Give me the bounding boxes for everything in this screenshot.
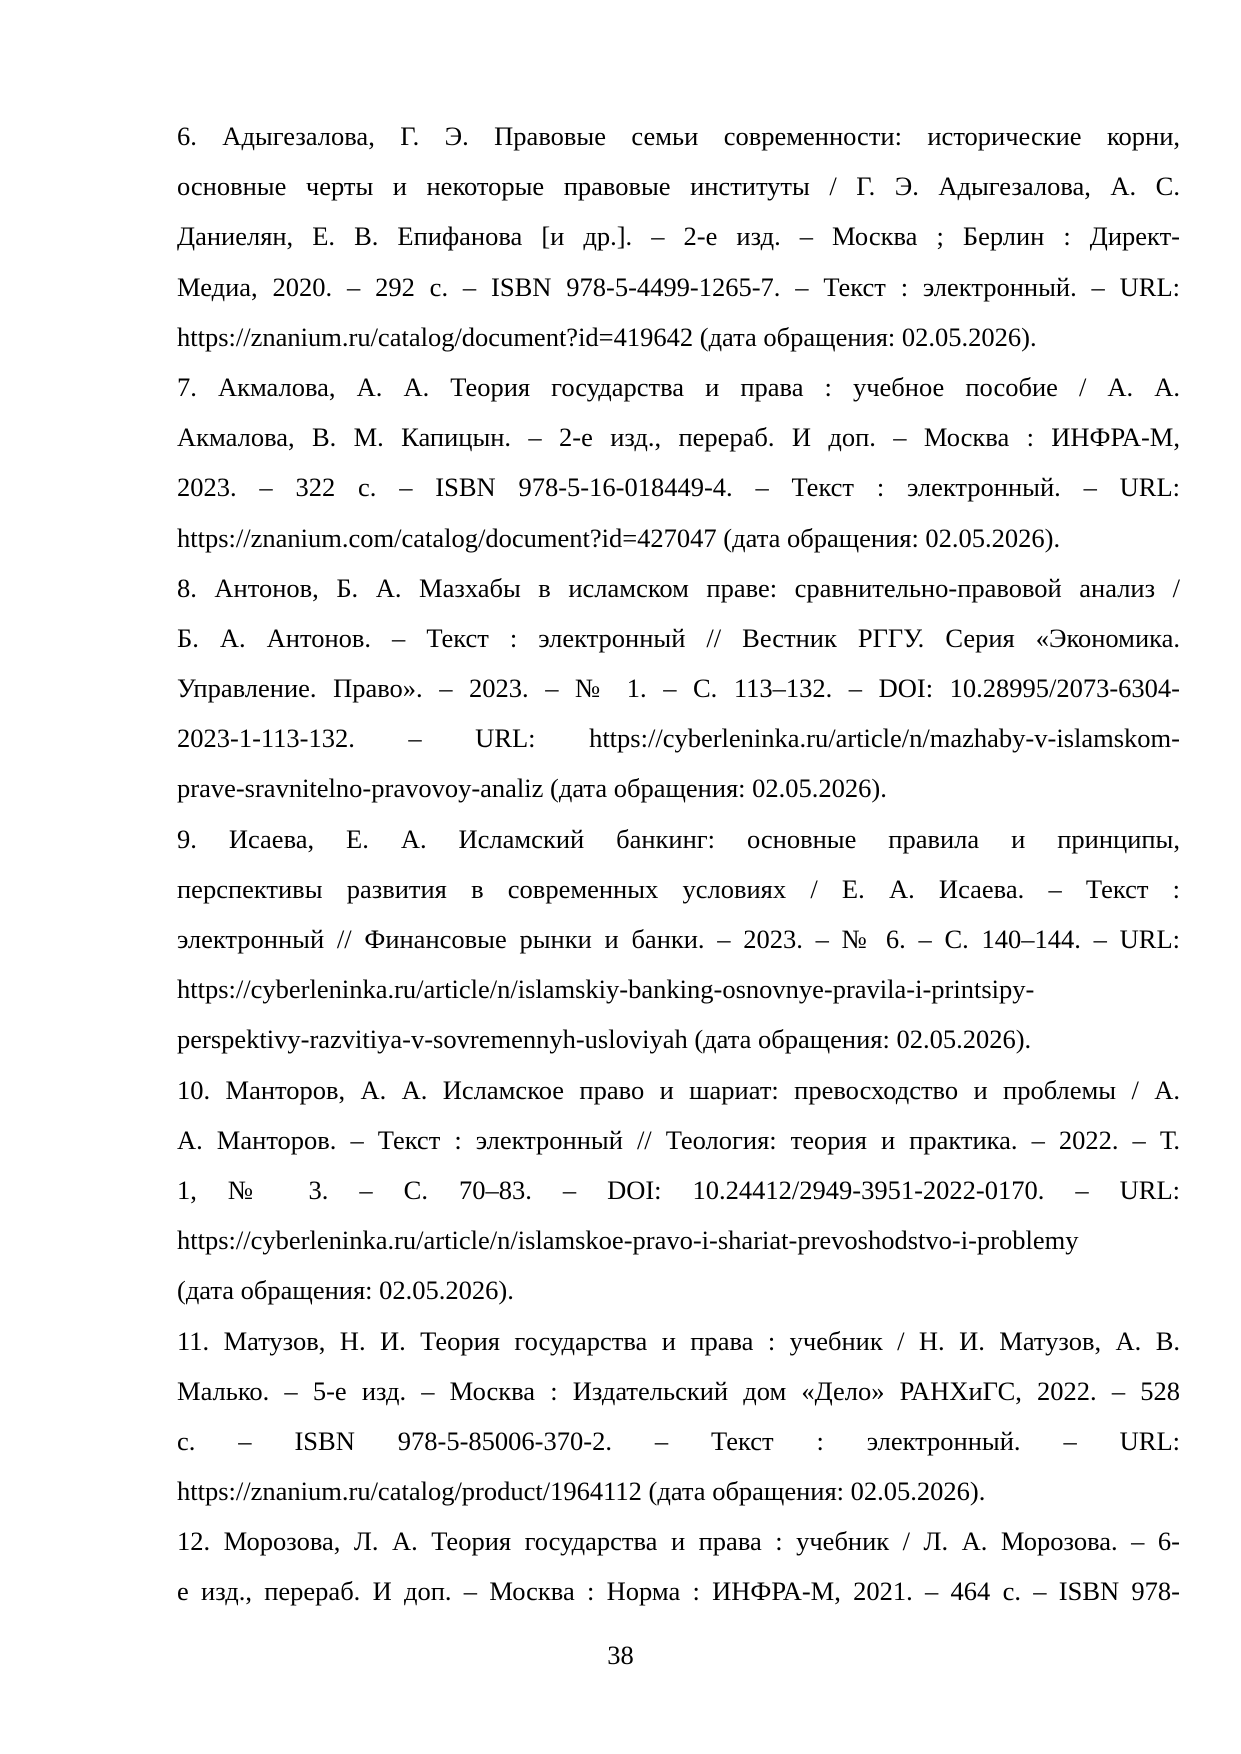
reference-entry bbox=[177, 1516, 1180, 1616]
reference-line: основные черты и некоторые правовые институты / Г. Э. Адыгезалова, А. С. bbox=[177, 171, 1180, 202]
reference-entry bbox=[177, 362, 1180, 563]
reference-line: с. – ISBN 978-5-85006-370-2. – Текст : электронный. – URL: bbox=[177, 1425, 1180, 1456]
reference-line: https://znanium.com/catalog/document?id=427047 (дата обращения: 02.05.2026). bbox=[177, 522, 1061, 553]
reference-line: Б. А. Антонов. – Текст : электронный // Вестник РГГУ. Серия «Экономика. bbox=[177, 622, 1180, 653]
reference-line: 2023-1-113-132. – URL: https://cyberleninka.ru/article/n/mazhaby-v-islamskom- bbox=[177, 723, 1180, 754]
reference-entry bbox=[177, 1065, 1180, 1316]
reference-line: А. Манторов. – Текст : электронный // Теология: теория и практика. – 2022. – Т. bbox=[177, 1124, 1180, 1155]
reference-line: prave-sravnitelno-pravovoy-analiz (дата обращения: 02.05.2026). bbox=[177, 773, 887, 804]
reference-line: 8. Антонов, Б. А. Мазхабы в исламском праве: сравнительно-правовой анализ / bbox=[177, 572, 1180, 603]
reference-line: perspektivy-razvitiya-v-sovremennyh-usloviyah (дата обращения: 02.05.2026). bbox=[177, 1024, 1032, 1055]
reference-line: Даниелян, Е. В. Епифанова [и др.]. – 2-е изд. – Москва ; Берлин : Директ- bbox=[177, 221, 1180, 252]
reference-line: https://cyberleninka.ru/article/n/islamskoe-pravo-i-shariat-prevoshodstvo-i-problemy bbox=[177, 1225, 1079, 1256]
reference-entry bbox=[177, 1316, 1180, 1517]
reference-line: 2023. – 322 с. – ISBN 978-5-16-018449-4. – Текст : электронный. – URL: bbox=[177, 472, 1180, 503]
reference-line: https://znanium.ru/catalog/product/1964112 (дата обращения: 02.05.2026). bbox=[177, 1476, 986, 1507]
reference-entry bbox=[177, 111, 1180, 362]
reference-line: Управление. Право». – 2023. – № 1. – С. 113–132. – DOI: 10.28995/2073-6304- bbox=[177, 673, 1180, 704]
page-number: 38 bbox=[607, 1640, 634, 1670]
reference-line: Медиа, 2020. – 292 с. – ISBN 978-5-4499-1265-7. – Текст : электронный. – URL: bbox=[177, 271, 1180, 302]
reference-line: 10. Манторов, А. А. Исламское право и шариат: превосходство и проблемы / А. bbox=[177, 1074, 1180, 1105]
reference-line: 7. Акмалова, А. А. Теория государства и права : учебное пособие / А. А. bbox=[177, 371, 1180, 402]
reference-line: https://cyberleninka.ru/article/n/islamskiy-banking-osnovnye-pravila-i-printsipy- bbox=[177, 974, 1035, 1005]
reference-line: 9. Исаева, Е. А. Исламский банкинг: основные правила и принципы, bbox=[177, 823, 1180, 854]
reference-line: 12. Морозова, Л. А. Теория государства и права : учебник / Л. А. Морозова. – 6- bbox=[177, 1526, 1180, 1557]
reference-line: перспективы развития в современных условиях / Е. А. Исаева. – Текст : bbox=[177, 873, 1180, 904]
reference-entry bbox=[177, 563, 1180, 814]
reference-line: электронный // Финансовые рынки и банки. – 2023. – № 6. – С. 140–144. – URL: bbox=[177, 924, 1180, 954]
reference-line: https://znanium.ru/catalog/document?id=419642 (дата обращения: 02.05.2026). bbox=[177, 321, 1037, 352]
reference-line: 11. Матузов, Н. И. Теория государства и права : учебник / Н. И. Матузов, А. В. bbox=[177, 1325, 1180, 1356]
reference-list bbox=[177, 111, 1180, 1617]
reference-line: (дата обращения: 02.05.2026). bbox=[177, 1275, 514, 1306]
reference-line: 1, № 3. – С. 70–83. – DOI: 10.24412/2949-3951-2022-0170. – URL: bbox=[177, 1174, 1180, 1205]
reference-line: е изд., перераб. И доп. – Москва : Норма : ИНФРА-М, 2021. – 464 с. – ISBN 978- bbox=[177, 1576, 1180, 1607]
reference-line: Малько. – 5-е изд. – Москва : Издательский дом «Дело» РАНХиГС, 2022. – 528 bbox=[177, 1375, 1180, 1406]
reference-entry bbox=[177, 814, 1180, 1065]
reference-line: 6. Адыгезалова, Г. Э. Правовые семьи современности: исторические корни, bbox=[177, 121, 1180, 151]
reference-line: Акмалова, В. М. Капицын. – 2-е изд., перераб. И доп. – Москва : ИНФРА-М, bbox=[177, 422, 1180, 453]
